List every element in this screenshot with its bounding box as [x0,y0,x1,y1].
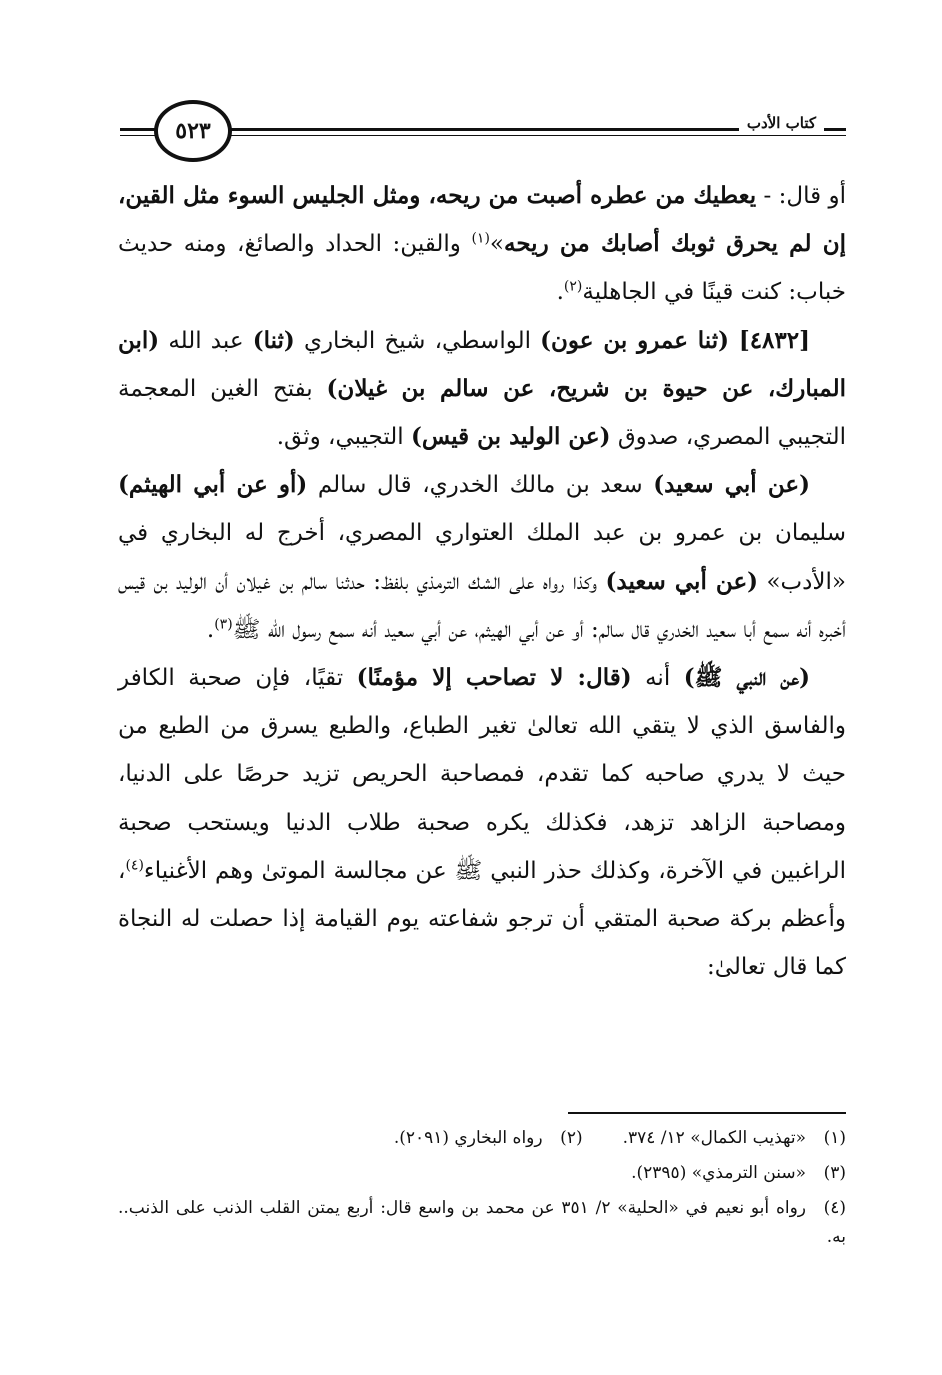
isnad-text: (عن الوليد بن قيس) [411,423,611,451]
text-run: والقين: الحداد والصائغ، ومنه حديث خباب: كنت قينًا في الجاهلية [118,231,846,306]
text-run: . [206,616,215,643]
footnote-separator [568,1112,846,1114]
footnote-3 [118,1159,846,1188]
text-run: أو قال: - [756,183,846,209]
footnote-1-2 [118,1124,846,1153]
isnad-text: (ثنا) [252,326,295,354]
header-rule-thin [210,135,846,136]
footnote-ref-4: (٤) [125,857,144,874]
isnad-text: (أو عن أبي الهيثم) [118,471,308,499]
text-run: ، وأعظم بركة صحبة المتقي أن ترجو شفاعته يوم القيامة إذا حصلت له النجاة كما قال تعالىٰ: [118,857,846,981]
paragraph-4 [118,654,846,991]
footnote-ref-1: (١) [471,230,490,247]
isnad-text: (عن أبي سعيد) [653,471,810,499]
text-run: » [489,231,504,258]
isnad-text: (ابن المبارك، عن حيوة بن شريح، عن سالم بن غيلان) [118,326,846,402]
isnad-text: (عن النبي ﷺ) [683,664,811,692]
text-run: سعد بن مالك الخدري، قال سالم [307,472,654,499]
text-run: . [556,279,564,306]
footnotes [118,1124,846,1258]
footnote-4 [118,1194,846,1252]
footnote-text: رواه البخاري (٢٠٩١). [393,1128,543,1148]
footnote-number: (٢) [560,1128,583,1148]
main-text [118,172,846,991]
text-run: بفتح الغين المعجمة التجيبي المصري، صدوق [118,375,846,451]
text-run: الواسطي، شيخ البخاري [294,327,541,354]
text-run: سليمان بن عمرو بن عبد الملك العتواري المصري، أخرج له البخاري في «الأدب» [118,520,847,595]
text-run: وكذا رواه على الشك الترمذي بلفظ: حدثنا سالم بن غيلان أن الوليد بن قيس أخبره أنه سمع أبا سعيد الخدري قال سالم: أو عن أبي الهيثم، عن أبي سعيد أنه سمع رسول الله ﷺ [118,568,846,643]
paragraph-2 [118,317,846,462]
isnad-text: (عن أبي سعيد) [605,567,759,595]
footnote-ref-3: (٣) [214,616,233,633]
text-run: عبد الله [159,327,253,354]
text-run: أنه [631,665,684,692]
hadith-number: [٤٨٣٢] (ثنا عمرو بن عون) [540,326,811,354]
hadith-text: يعطيك من عطره أصبت من ريحه، ومثل الجليس السوء مثل القين، إن لم يحرق ثوبك أصابك من ريحه [118,182,847,258]
footnote-text: رواه أبو نعيم في «الحلية» ٢/ ٣٥١ عن محمد بن واسع قال: أربع يمتن القلب الذنب على الذنب.. به. [118,1198,846,1247]
footnote-text: «تهذيب الكمال» ١٢/ ٣٧٤. [622,1128,806,1148]
text-run: التجيبي، وثق. [276,424,412,451]
running-head: كتاب الأدب [739,114,824,132]
footnote-text: «سنن الترمذي» (٢٣٩٥). [631,1163,806,1183]
paragraph-3 [118,461,846,654]
page-header [120,96,846,168]
footnote-ref-2: (٢) [563,278,583,295]
footnote-number: (١) [823,1128,846,1148]
page-number: ٥٢٣ [154,100,232,162]
text-run: تقيًا، فإن صحبة الكافر والفاسق الذي لا يتقي الله تعالىٰ تغير الطباع، والطبع يسرق من الطبع من حيث لا يدري صاحبه كما تقدم، فمصاحبة الحريص تزيد حرصًا على الدنيا، ومصاحبة الزاهد تزهد، فكذلك يكره صحبة طلاب الدنيا ويستحب صحبة الراغبين في الآخرة، وكذلك حذر النبي ﷺ عن مجالسة الموتىٰ وهم الأغنياء [118,665,846,884]
footnote-number: (٣) [823,1163,846,1183]
paragraph-1 [118,172,846,317]
hadith-text: (قال: لا تصاحب إلا مؤمنًا) [356,664,632,692]
footnote-number: (٤) [823,1198,846,1218]
